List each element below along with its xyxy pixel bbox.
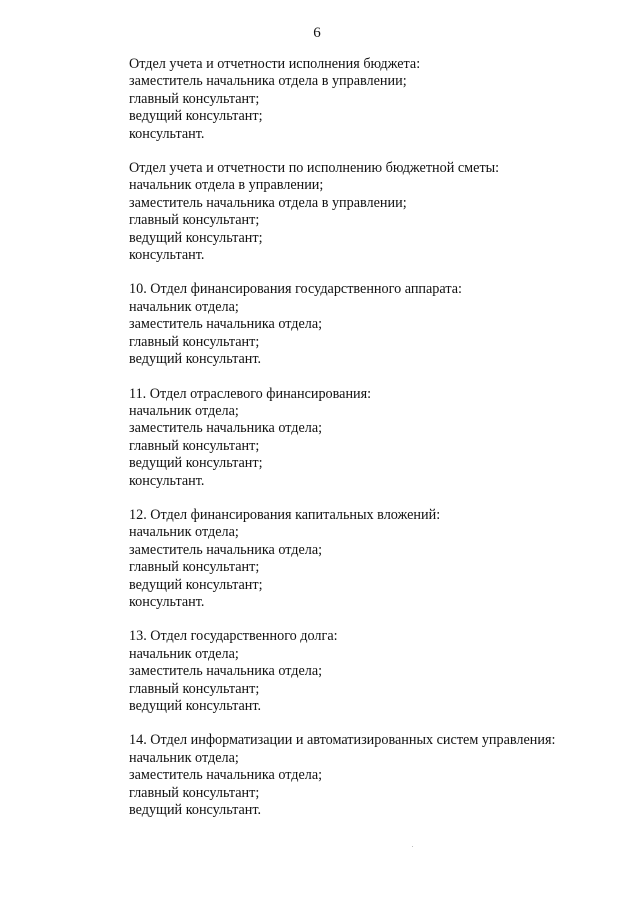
position-item: главный консультант; <box>129 784 260 801</box>
position-item: главный консультант; <box>129 680 260 697</box>
position-item: главный консультант; <box>129 212 260 229</box>
position-item: заместитель начальника отдела; <box>129 316 323 333</box>
section-title: 11. Отдел отраслевого финансирования: <box>129 385 372 402</box>
position-item: ведущий консультант; <box>129 229 263 246</box>
position-item: заместитель начальника отдела в управлении; <box>129 73 407 90</box>
section-title: 10. Отдел финансирования государственного аппарата: <box>129 281 462 298</box>
scan-speck <box>412 846 413 847</box>
position-item: консультант. <box>129 125 205 142</box>
position-item: заместитель начальника отдела в управлении; <box>129 194 407 211</box>
position-item: начальник отдела; <box>129 645 239 662</box>
section-title: 12. Отдел финансирования капитальных вложений: <box>129 506 441 523</box>
position-item: заместитель начальника отдела; <box>129 663 323 680</box>
position-item: ведущий консультант. <box>129 351 262 368</box>
section-informatization <box>129 732 619 819</box>
section-capital-investment-financing <box>129 507 619 611</box>
position-item: ведущий консультант; <box>129 576 263 593</box>
position-item: заместитель начальника отдела; <box>129 541 323 558</box>
section-title: Отдел учета и отчетности исполнения бюджета: <box>129 56 421 72</box>
position-item: заместитель начальника отдела; <box>129 420 323 437</box>
position-item: заместитель начальника отдела; <box>129 767 323 784</box>
position-item: главный консультант; <box>129 437 260 454</box>
document-body <box>129 56 619 836</box>
position-item: ведущий консультант; <box>129 108 263 125</box>
position-item: консультант. <box>129 247 205 264</box>
position-item: начальник отдела; <box>129 524 239 541</box>
position-item: ведущий консультант. <box>129 802 262 819</box>
position-item: начальник отдела в управлении; <box>129 177 324 194</box>
position-item: главный консультант; <box>129 333 260 350</box>
position-item: консультант. <box>129 593 205 610</box>
section-budget-estimate-accounting <box>129 160 619 264</box>
position-item: ведущий консультант. <box>129 698 262 714</box>
section-sectoral-financing <box>129 386 619 490</box>
section-state-debt <box>129 628 619 715</box>
section-state-apparatus-financing <box>129 281 619 368</box>
position-item: начальник отдела; <box>129 402 239 419</box>
page-number: 6 <box>313 25 321 41</box>
section-title: 13. Отдел государственного долга: <box>129 628 338 645</box>
position-item: ведущий консультант; <box>129 455 263 472</box>
position-item: начальник отдела; <box>129 298 239 315</box>
position-item: главный консультант; <box>129 559 260 576</box>
position-item: консультант. <box>129 472 205 489</box>
section-title: 14. Отдел информатизации и автоматизированных систем управления: <box>129 732 556 749</box>
position-item: главный консультант; <box>129 90 260 107</box>
section-budget-execution-accounting <box>129 56 619 143</box>
section-title: Отдел учета и отчетности по исполнению бюджетной сметы: <box>129 160 500 177</box>
position-item: начальник отдела; <box>129 749 239 766</box>
